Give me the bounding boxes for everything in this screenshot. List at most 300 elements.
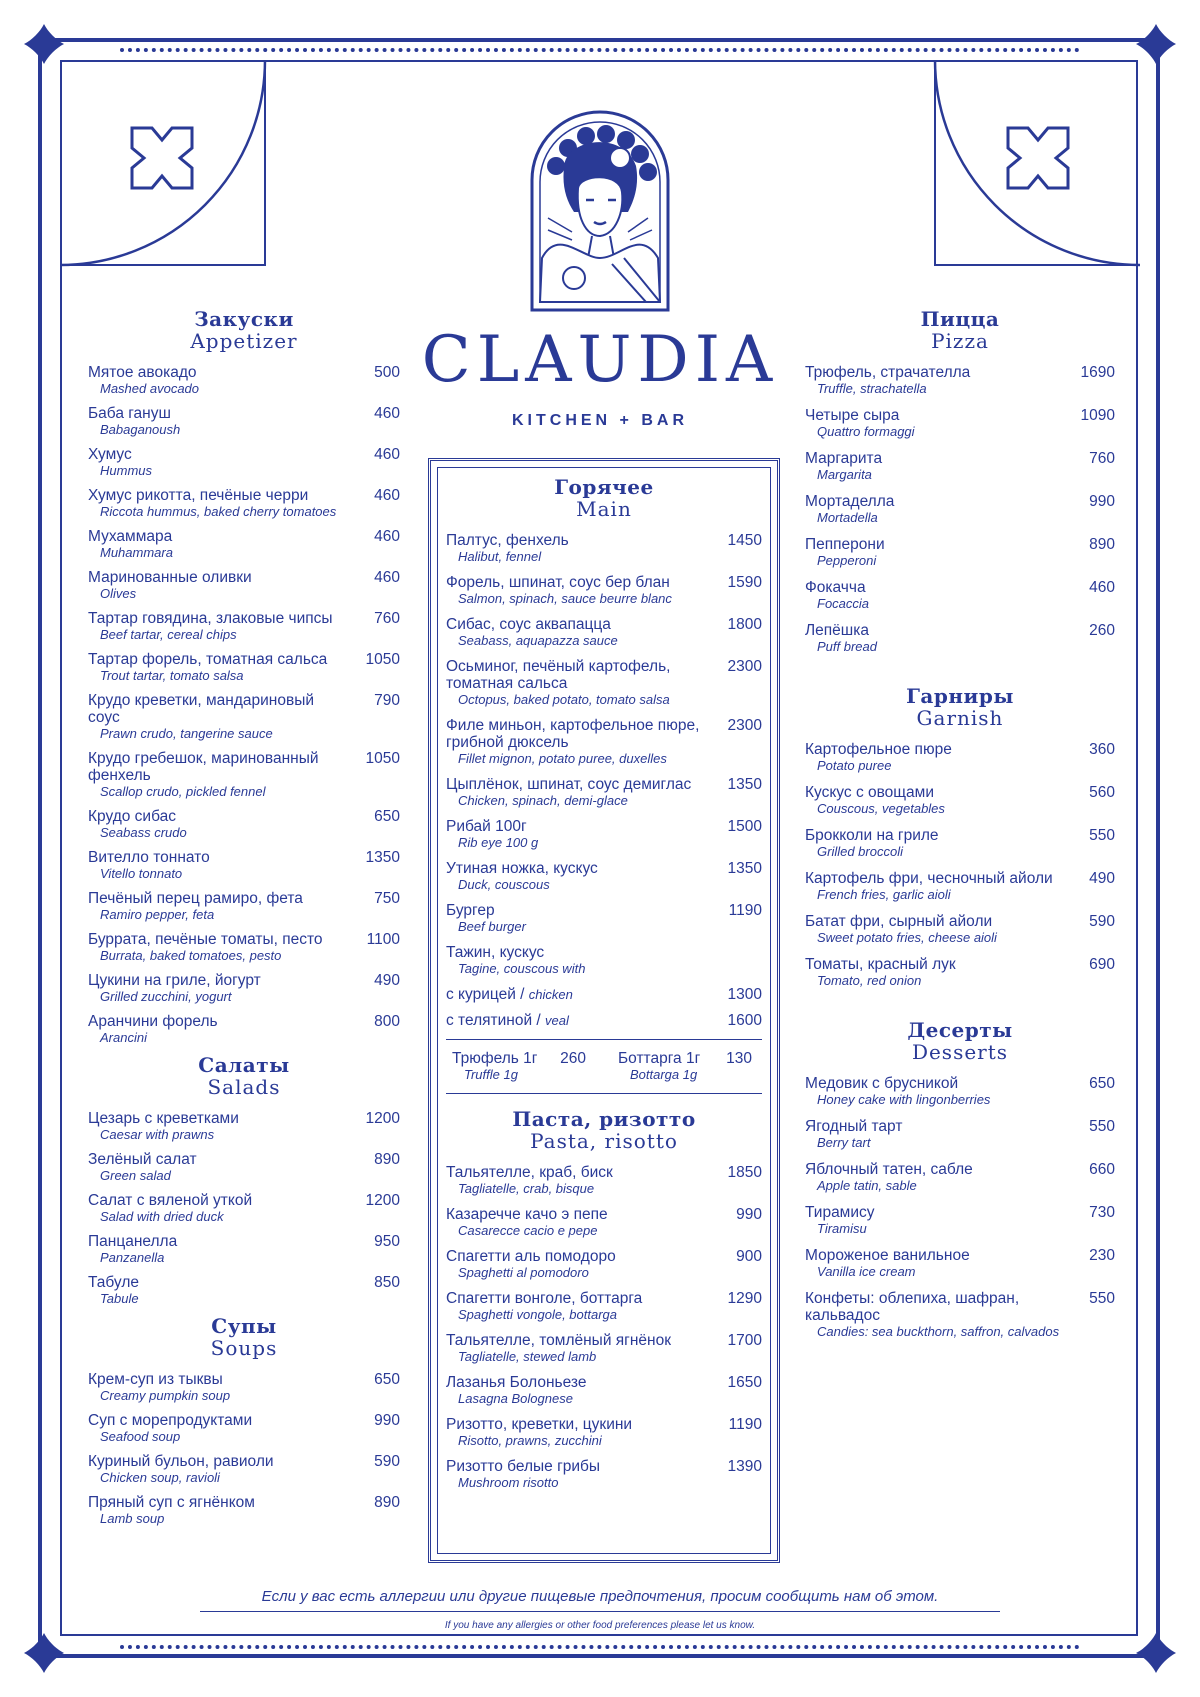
menu-item-text: [805, 1247, 1071, 1280]
dish-name-en: Babaganoush: [100, 422, 181, 437]
menu-item: [446, 860, 762, 893]
section-title-ru: Салаты: [198, 1053, 290, 1077]
menu-item: [446, 1290, 762, 1323]
dish-name-en: Chicken soup, ravioli: [100, 1470, 220, 1485]
dish-name-en: Grilled zucchini, yogurt: [100, 989, 232, 1004]
dish-name-en: Duck, couscous: [458, 877, 550, 892]
dish-price: 1350: [727, 860, 762, 877]
dish-name-en: Panzanella: [100, 1250, 165, 1265]
dish-name-ru: Куриный бульон, равиоли: [88, 1453, 274, 1470]
dish-name-ru: Крем-суп из тыквы: [88, 1371, 223, 1388]
dish-name-en: Focaccia: [817, 596, 870, 611]
menu-item: [446, 658, 762, 708]
section-title-en: Soups: [210, 1336, 278, 1360]
menu-item: [805, 1247, 1115, 1280]
dish-name-en: Grilled broccoli: [817, 844, 903, 859]
dish-price: 800: [374, 1013, 400, 1030]
dish-price: 660: [1089, 1161, 1115, 1178]
menu-item: [805, 579, 1115, 612]
pizza-list: [805, 364, 1115, 655]
dish-name-ru: Трюфель, страчателла: [805, 364, 971, 381]
dish-name-ru: Казаречче качо э пепе: [446, 1206, 608, 1223]
dish-name-en: Tagliatelle, crab, bisque: [458, 1181, 595, 1196]
dish-name-en: Tiramisu: [817, 1221, 867, 1236]
dish-price: 900: [736, 1248, 762, 1265]
dish-name-ru: Форель, шпинат, соус бер блан: [446, 574, 670, 591]
menu-item-text: [446, 1164, 718, 1197]
top-left-arc-decoration: [60, 60, 270, 270]
menu-item: [805, 536, 1115, 569]
desserts-list: [805, 1075, 1115, 1340]
menu-item: [805, 622, 1115, 655]
brand-name: CLAUDIA: [421, 323, 779, 397]
dish-name-ru: Крудо креветки, мандариновый соус: [88, 692, 315, 726]
menu-item: [446, 902, 762, 935]
dish-name-ru: Маргарита: [805, 450, 883, 467]
dish-name-ru: Картофель фри, чесночный айоли: [805, 870, 1053, 887]
extra-name-ru: Трюфель 1г: [452, 1050, 538, 1067]
menu-item-text: [805, 741, 1071, 774]
menu-item-text: [805, 1290, 1071, 1340]
dish-price: 230: [1089, 1247, 1115, 1264]
dish-price: 1050: [365, 651, 400, 668]
dish-price: 460: [374, 405, 400, 422]
menu-item: [805, 1161, 1115, 1194]
menu-item-text: [446, 574, 718, 607]
menu-item-text: [88, 1110, 356, 1143]
section-title-en: Desserts: [911, 1040, 1009, 1064]
dish-name-en: Salad with dried duck: [100, 1209, 224, 1224]
extra-name-ru: Боттарга 1г: [618, 1050, 701, 1067]
section-title-en: Pasta, risotto: [530, 1129, 678, 1153]
soups-list: [88, 1371, 400, 1527]
dish-price: 750: [374, 890, 400, 907]
menu-item: [88, 1192, 400, 1225]
menu-item: [805, 407, 1115, 440]
tagine-option-en: veal: [545, 1013, 569, 1028]
menu-item-text: [446, 1248, 718, 1281]
dish-price: 1200: [365, 1110, 400, 1127]
menu-item-text: [805, 579, 1071, 612]
menu-item: [446, 574, 762, 607]
right-column: [805, 308, 1115, 1350]
dish-name-ru: Тартар форель, томатная сальса: [88, 651, 328, 668]
extra-item-top: [618, 1050, 762, 1067]
dish-price: 460: [374, 487, 400, 504]
dish-price: 1190: [728, 902, 762, 919]
menu-item-text: [805, 622, 1071, 655]
dish-name-en: Pepperoni: [817, 553, 877, 568]
extra-name-en: Truffle 1g: [464, 1067, 518, 1082]
menu-item-text: [88, 1013, 356, 1046]
dish-name-en: Mushroom risotto: [458, 1475, 559, 1490]
dish-name-ru: Лазанья Болоньезе: [446, 1374, 587, 1391]
menu-item: [88, 972, 400, 1005]
dish-price: 1090: [1080, 407, 1115, 424]
menu-item-text: [88, 1151, 356, 1184]
section-title-ru: Закуски: [194, 307, 294, 331]
section-title-ru: Десерты: [907, 1018, 1013, 1042]
menu-item: [88, 1233, 400, 1266]
dish-name-ru: Тальятелле, краб, биск: [446, 1164, 613, 1181]
dish-name-ru: Бургер: [446, 902, 495, 919]
dish-price: 360: [1089, 741, 1115, 758]
menu-item-text: [88, 1453, 356, 1486]
dish-name-en: Potato puree: [817, 758, 892, 773]
menu-item: [88, 1151, 400, 1184]
dish-name-en: French fries, garlic aioli: [817, 887, 951, 902]
dish-name-en: Tagine, couscous with: [458, 961, 586, 976]
dish-price: 1290: [727, 1290, 762, 1307]
menu-item: [88, 1371, 400, 1404]
menu-item: [805, 784, 1115, 817]
corner-ornament-icon: [1134, 22, 1178, 66]
menu-item: [805, 870, 1115, 903]
dish-price: 730: [1089, 1204, 1115, 1221]
dish-name-en: Seabass, aquapazza sauce: [458, 633, 618, 648]
dish-name-ru: Ризотто, креветки, цукини: [446, 1416, 633, 1433]
dish-price: 590: [1089, 913, 1115, 930]
menu-item: [446, 1332, 762, 1365]
menu-item: [805, 1290, 1115, 1340]
menu-item: [88, 1494, 400, 1527]
menu-item: [88, 405, 400, 438]
tagine-option-text: [446, 986, 718, 1003]
menu-item-text: [805, 870, 1071, 903]
dish-name-en: Spaghetti al pomodoro: [458, 1265, 589, 1280]
dish-name-ru: Табуле: [88, 1274, 140, 1291]
dish-price: 550: [1089, 827, 1115, 844]
dish-price: 2300: [727, 658, 762, 675]
pasta-list: [446, 1164, 762, 1491]
menu-item-text: [446, 717, 718, 767]
dish-price: 2300: [727, 717, 762, 734]
dish-price: 460: [374, 528, 400, 545]
dish-price: 1700: [727, 1332, 762, 1349]
dish-name-en: Candies: sea buckthorn, saffron, calvados: [817, 1324, 1060, 1339]
menu-item-text: [805, 1118, 1071, 1151]
dish-name-ru: Цукини на гриле, йогурт: [88, 972, 261, 989]
menu-item: [88, 364, 400, 397]
dish-name-en: Octopus, baked potato, tomato salsa: [458, 692, 670, 707]
dish-price: 1500: [727, 818, 762, 835]
menu-item-text: [88, 446, 356, 479]
dish-name-ru: Томаты, красный лук: [805, 956, 956, 973]
extra-price: 260: [560, 1050, 586, 1067]
top-dotted-border: [120, 48, 1080, 52]
dish-name-ru: Ягодный тарт: [805, 1118, 903, 1135]
corner-ornament-icon: [1134, 1631, 1178, 1675]
dish-name-en: Risotto, prawns, zucchini: [458, 1433, 602, 1448]
garnish-list: [805, 741, 1115, 989]
dish-price: 1050: [365, 750, 400, 767]
menu-item: [805, 493, 1115, 526]
dish-name-en: Muhammara: [100, 545, 173, 560]
dish-name-ru: Спагетти вонголе, боттарга: [446, 1290, 643, 1307]
extra-item: [612, 1050, 762, 1083]
dish-name-ru: Пепперони: [805, 536, 885, 553]
dish-name-en: Hummus: [100, 463, 153, 478]
menu-item-text: [805, 1204, 1071, 1237]
menu-item: [805, 1118, 1115, 1151]
menu-item-text: [88, 405, 356, 438]
dish-name-en: Olives: [100, 586, 137, 601]
menu-item: [88, 569, 400, 602]
tagine-option-ru: с курицей /: [446, 986, 529, 1003]
dish-price: 650: [374, 1371, 400, 1388]
middle-column: [446, 476, 762, 1500]
dish-name-ru: Салат с вяленой уткой: [88, 1192, 253, 1209]
dish-name-en: Scallop crudo, pickled fennel: [100, 784, 266, 799]
dish-name-en: Halibut, fennel: [458, 549, 542, 564]
menu-item: [88, 931, 400, 964]
allergy-note-ru: Если у вас есть аллергии или другие пищевые предпочтения, просим сообщить нам об этом.: [261, 1588, 939, 1605]
menu-item-text: [88, 931, 356, 964]
dish-name-ru: Тажин, кускус: [446, 944, 545, 961]
tagine-option: [446, 986, 762, 1003]
dish-name-en: Beef burger: [458, 919, 526, 934]
section-title-en: Salads: [207, 1075, 281, 1099]
menu-item-text: [88, 1494, 356, 1527]
menu-item-text: [446, 616, 718, 649]
dish-name-ru: Лепёшка: [805, 622, 869, 639]
menu-item-text: [88, 692, 356, 742]
dish-name-ru: Мороженое ванильное: [805, 1247, 970, 1264]
appetizer-list: [88, 364, 400, 1046]
menu-item-text: [805, 913, 1071, 946]
dish-name-ru: Конфеты: облепиха, шафран, кальвадос: [805, 1290, 1020, 1324]
menu-item: [446, 818, 762, 851]
dish-name-ru: Картофельное пюре: [805, 741, 952, 758]
tagine-options: [446, 986, 762, 1029]
section-title-en: Main: [576, 497, 632, 521]
dish-name-en: Ramiro pepper, feta: [100, 907, 215, 922]
dish-price: 1190: [728, 1416, 762, 1433]
tagine-option-price: 1600: [727, 1012, 762, 1029]
menu-item-text: [88, 364, 356, 397]
dish-price: 650: [374, 808, 400, 825]
dish-price: 990: [374, 1412, 400, 1429]
dish-name-ru: Крудо гребешок, маринованный фенхель: [88, 750, 319, 784]
menu-item: [88, 1110, 400, 1143]
menu-item: [88, 446, 400, 479]
extras-row: [446, 1050, 762, 1083]
menu-item-text: [88, 1192, 356, 1225]
menu-item: [805, 450, 1115, 483]
dish-price: 1100: [366, 931, 400, 948]
dish-name-ru: Хумус: [88, 446, 132, 463]
dish-name-ru: Тартар говядина, злаковые чипсы: [88, 610, 333, 627]
salads-list: [88, 1110, 400, 1307]
dish-price: 460: [374, 446, 400, 463]
dish-name-en: Puff bread: [817, 639, 877, 654]
dish-price: 260: [1089, 622, 1115, 639]
dish-name-en: Burrata, baked tomatoes, pesto: [100, 948, 282, 963]
left-column: [88, 308, 400, 1535]
corner-ornament-icon: [22, 1631, 66, 1675]
dish-name-en: Creamy pumpkin soup: [100, 1388, 231, 1403]
menu-item-text: [805, 493, 1071, 526]
menu-item-text: [88, 849, 356, 882]
menu-item-text: [446, 1332, 718, 1365]
dish-name-en: Vitello tonnato: [100, 866, 183, 881]
menu-item: [446, 532, 762, 565]
dish-price: 950: [374, 1233, 400, 1250]
section-title-ru: Пицца: [920, 307, 1000, 331]
dish-price: 460: [374, 569, 400, 586]
dish-name-ru: Ризотто белые грибы: [446, 1458, 601, 1475]
tagine-option: [446, 1012, 762, 1029]
dish-name-en: Green salad: [100, 1168, 171, 1183]
menu-item: [88, 890, 400, 923]
dish-name-ru: Зелёный салат: [88, 1151, 197, 1168]
dish-price: 460: [1089, 579, 1115, 596]
menu-item: [446, 1206, 762, 1239]
dish-price: 760: [374, 610, 400, 627]
dish-name-en: Beef tartar, cereal chips: [100, 627, 237, 642]
dish-name-ru: Цезарь с креветками: [88, 1110, 239, 1127]
dish-name-en: Lasagna Bolognese: [458, 1391, 573, 1406]
section-title-en: Garnish: [916, 706, 1004, 730]
dish-name-en: Truffle, strachatella: [817, 381, 927, 396]
dish-name-ru: Аранчини форель: [88, 1013, 218, 1030]
dish-price: 850: [374, 1274, 400, 1291]
dish-name-ru: Кускус с овощами: [805, 784, 934, 801]
tagine-option-ru: с телятиной /: [446, 1012, 546, 1029]
dish-name-ru: Пряный суп с ягнёнком: [88, 1494, 255, 1511]
tagine-option-en: chicken: [528, 987, 573, 1002]
extra-price: 130: [726, 1050, 752, 1067]
menu-item-text: [805, 956, 1071, 989]
menu-item-text: [88, 487, 356, 520]
section-title-ru: Супы: [211, 1314, 277, 1338]
menu-item-text: [446, 860, 718, 893]
dish-name-en: Rib eye 100 g: [458, 835, 539, 850]
dish-price: 760: [1089, 450, 1115, 467]
dish-name-en: Seabass crudo: [100, 825, 187, 840]
menu-item-text: [446, 818, 718, 851]
dish-name-en: Prawn crudo, tangerine sauce: [100, 726, 273, 741]
menu-item-text: [805, 450, 1071, 483]
dish-name-ru: Медовик с брусникой: [805, 1075, 959, 1092]
menu-item-text: [88, 890, 356, 923]
dish-price: 590: [374, 1453, 400, 1470]
woman-portrait-emblem-icon: [528, 108, 672, 314]
menu-item-text: [88, 750, 356, 800]
dish-name-en: Arancini: [100, 1030, 147, 1045]
dish-name-ru: Фокачча: [805, 579, 866, 596]
menu-item: [446, 1374, 762, 1407]
menu-item: [805, 741, 1115, 774]
dish-name-en: Berry tart: [817, 1135, 871, 1150]
menu-item-text: [446, 902, 718, 935]
main-list: [446, 532, 762, 977]
dish-name-en: Tabule: [100, 1291, 139, 1306]
dish-price: 1590: [727, 574, 762, 591]
dish-name-ru: Рибай 100г: [446, 818, 527, 835]
menu-item: [446, 944, 762, 977]
divider: [446, 1039, 762, 1040]
menu-item-text: [88, 808, 356, 841]
menu-item-text: [805, 536, 1071, 569]
dish-name-ru: Панцанелла: [88, 1233, 178, 1250]
dish-name-ru: Буррата, печёные томаты, песто: [88, 931, 323, 948]
menu-item: [88, 849, 400, 882]
dish-name-en: Caesar with prawns: [100, 1127, 215, 1142]
menu-item: [805, 827, 1115, 860]
dish-name-en: Quattro formaggi: [817, 424, 915, 439]
dish-price: 1350: [727, 776, 762, 793]
menu-item-text: [805, 1075, 1071, 1108]
section-title-en: Appetizer: [190, 329, 298, 353]
dish-price: 550: [1089, 1118, 1115, 1135]
menu-item: [88, 487, 400, 520]
menu-item: [88, 750, 400, 800]
dish-name-ru: Утиная ножка, кускус: [446, 860, 598, 877]
dish-name-ru: Брокколи на гриле: [805, 827, 939, 844]
dish-name-ru: Осьминог, печёный картофель, томатная сальса: [446, 658, 671, 692]
tagine-option-price: 1300: [727, 986, 762, 1003]
menu-item: [805, 913, 1115, 946]
menu-item: [88, 1453, 400, 1486]
dish-name-en: Salmon, spinach, sauce beurre blanc: [458, 591, 672, 606]
dish-price: 650: [1089, 1075, 1115, 1092]
allergy-note-en: If you have any allergies or other food preferences please let us know.: [444, 1620, 756, 1631]
dish-name-en: Riccota hummus, baked cherry tomatoes: [100, 504, 337, 519]
dish-name-en: Lamb soup: [100, 1511, 165, 1526]
section-title-ru: Горячее: [554, 475, 654, 499]
dish-price: 1650: [727, 1374, 762, 1391]
dish-name-ru: Маринованные оливки: [88, 569, 252, 586]
menu-item: [446, 1416, 762, 1449]
menu-item: [446, 776, 762, 809]
dish-name-en: Spaghetti vongole, bottarga: [458, 1307, 618, 1322]
dish-price: 1800: [727, 616, 762, 633]
dish-price: 1450: [727, 532, 762, 549]
menu-item-text: [805, 1161, 1071, 1194]
top-right-arc-decoration: [930, 60, 1140, 270]
dish-name-ru: Мятое авокадо: [88, 364, 197, 381]
dish-name-en: Vanilla ice cream: [817, 1264, 916, 1279]
dish-price: 490: [374, 972, 400, 989]
tagine-option-text: [446, 1012, 718, 1029]
dish-price: 1350: [365, 849, 400, 866]
dish-name-ru: Филе миньон, картофельное пюре, грибной дюксель: [446, 717, 700, 751]
extra-item-top: [452, 1050, 596, 1067]
dish-name-ru: Тальятелле, томлёный ягнёнок: [446, 1332, 671, 1349]
menu-item-text: [88, 1274, 356, 1307]
menu-item-text: [88, 651, 356, 684]
dish-price: 560: [1089, 784, 1115, 801]
dish-name-ru: Палтус, фенхель: [446, 532, 569, 549]
dish-name-en: Honey cake with lingonberries: [817, 1092, 991, 1107]
menu-item-text: [446, 776, 718, 809]
dish-name-en: Casarecce cacio e pepe: [458, 1223, 598, 1238]
dish-name-en: Trout tartar, tomato salsa: [100, 668, 244, 683]
dish-name-ru: Печёный перец рамиро, фета: [88, 890, 303, 907]
menu-item-text: [88, 1412, 356, 1445]
menu-item: [88, 1013, 400, 1046]
footer-divider: [200, 1611, 1000, 1612]
menu-item-text: [446, 1206, 718, 1239]
dish-name-en: Tomato, red onion: [817, 973, 922, 988]
menu-item: [446, 616, 762, 649]
menu-item-text: [446, 944, 718, 977]
dish-name-en: Tagliatelle, stewed lamb: [458, 1349, 597, 1364]
menu-item: [805, 956, 1115, 989]
dish-name-ru: Яблочный татен, сабле: [805, 1161, 973, 1178]
dish-name-en: Seafood soup: [100, 1429, 181, 1444]
